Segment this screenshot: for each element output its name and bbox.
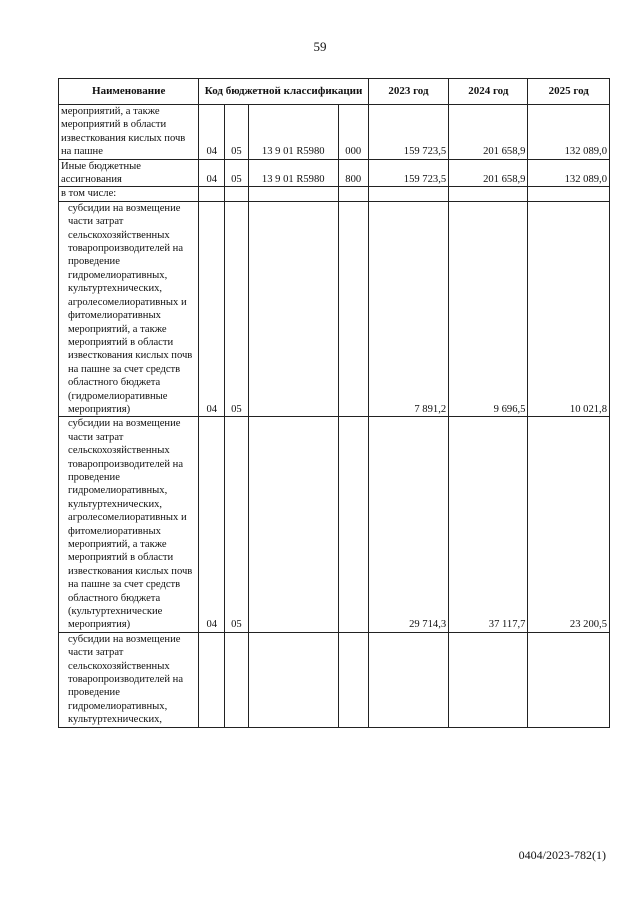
table-row [59, 417, 610, 633]
row-code-subsection: 05 [225, 105, 249, 160]
row-code-target [248, 632, 338, 727]
row-value-2024 [449, 187, 528, 201]
row-name: мероприятий, а также мероприятий в области известкования кислых почв на пашне [59, 105, 199, 160]
row-value-2025 [528, 187, 610, 201]
row-code-subsection [225, 187, 249, 201]
header-code: Код бюджетной классификации [199, 79, 368, 105]
row-value-2025: 132 089,0 [528, 105, 610, 160]
header-2024: 2024 год [449, 79, 528, 105]
row-code-target: 13 9 01 R5980 [248, 105, 338, 160]
table-row [59, 187, 610, 201]
row-value-2025: 10 021,8 [528, 201, 610, 417]
row-code-type [338, 201, 368, 417]
row-value-2023: 159 723,5 [368, 159, 448, 187]
row-code-target [248, 187, 338, 201]
row-code-type: 800 [338, 159, 368, 187]
row-value-2023: 29 714,3 [368, 417, 448, 633]
row-code-section: 04 [199, 201, 225, 417]
row-code-section [199, 632, 225, 727]
row-value-2025: 23 200,5 [528, 417, 610, 633]
row-code-subsection: 05 [225, 201, 249, 417]
row-code-type [338, 187, 368, 201]
header-2025: 2025 год [528, 79, 610, 105]
row-code-section: 04 [199, 105, 225, 160]
row-code-type: 000 [338, 105, 368, 160]
row-value-2023 [368, 187, 448, 201]
row-name: субсидии на возмещение части затрат сельскохозяйственных товаропроизводителей на проведение гидромелиоративных, культуртехнических, агролесомелиоративных и фитомелиоративных мероприятий, а также мероприятий в области известкования кислых почв на пашне за счет средств областного бюджета (культуртехнические мероприятия) [59, 417, 199, 633]
table-row [59, 159, 610, 187]
header-2023: 2023 год [368, 79, 448, 105]
row-code-section: 04 [199, 417, 225, 633]
row-name: в том числе: [59, 187, 199, 201]
row-name: субсидии на возмещение части затрат сельскохозяйственных товаропроизводителей на проведение гидромелиоративных, культуртехнических, [59, 632, 199, 727]
table-row [59, 632, 610, 727]
row-code-section: 04 [199, 159, 225, 187]
row-name: субсидии на возмещение части затрат сельскохозяйственных товаропроизводителей на проведение гидромелиоративных, культуртехнических, агролесомелиоративных и фитомелиоративных мероприятий, а также мероприятий в области известкования кислых почв на пашне за счет средств областного бюджета (гидромелиоративные мероприятия) [59, 201, 199, 417]
row-name: Иные бюджетные ассигнования [59, 159, 199, 187]
header-name: Наименование [59, 79, 199, 105]
row-code-subsection: 05 [225, 417, 249, 633]
row-value-2025: 132 089,0 [528, 159, 610, 187]
table-header-row [59, 79, 610, 105]
row-value-2025 [528, 632, 610, 727]
row-value-2023 [368, 632, 448, 727]
table-row [59, 201, 610, 417]
row-code-subsection: 05 [225, 159, 249, 187]
row-code-type [338, 632, 368, 727]
budget-table [58, 78, 610, 728]
table-row [59, 105, 610, 160]
row-value-2024 [449, 632, 528, 727]
row-value-2024: 9 696,5 [449, 201, 528, 417]
row-code-target [248, 417, 338, 633]
row-value-2024: 201 658,9 [449, 159, 528, 187]
row-value-2023: 159 723,5 [368, 105, 448, 160]
row-value-2024: 37 117,7 [449, 417, 528, 633]
document-code: 0404/2023-782(1) [518, 848, 606, 862]
row-code-type [338, 417, 368, 633]
page-number: 59 [313, 39, 327, 54]
row-code-section [199, 187, 225, 201]
row-value-2023: 7 891,2 [368, 201, 448, 417]
row-value-2024: 201 658,9 [449, 105, 528, 160]
row-code-target [248, 201, 338, 417]
row-code-target: 13 9 01 R5980 [248, 159, 338, 187]
row-code-subsection [225, 632, 249, 727]
